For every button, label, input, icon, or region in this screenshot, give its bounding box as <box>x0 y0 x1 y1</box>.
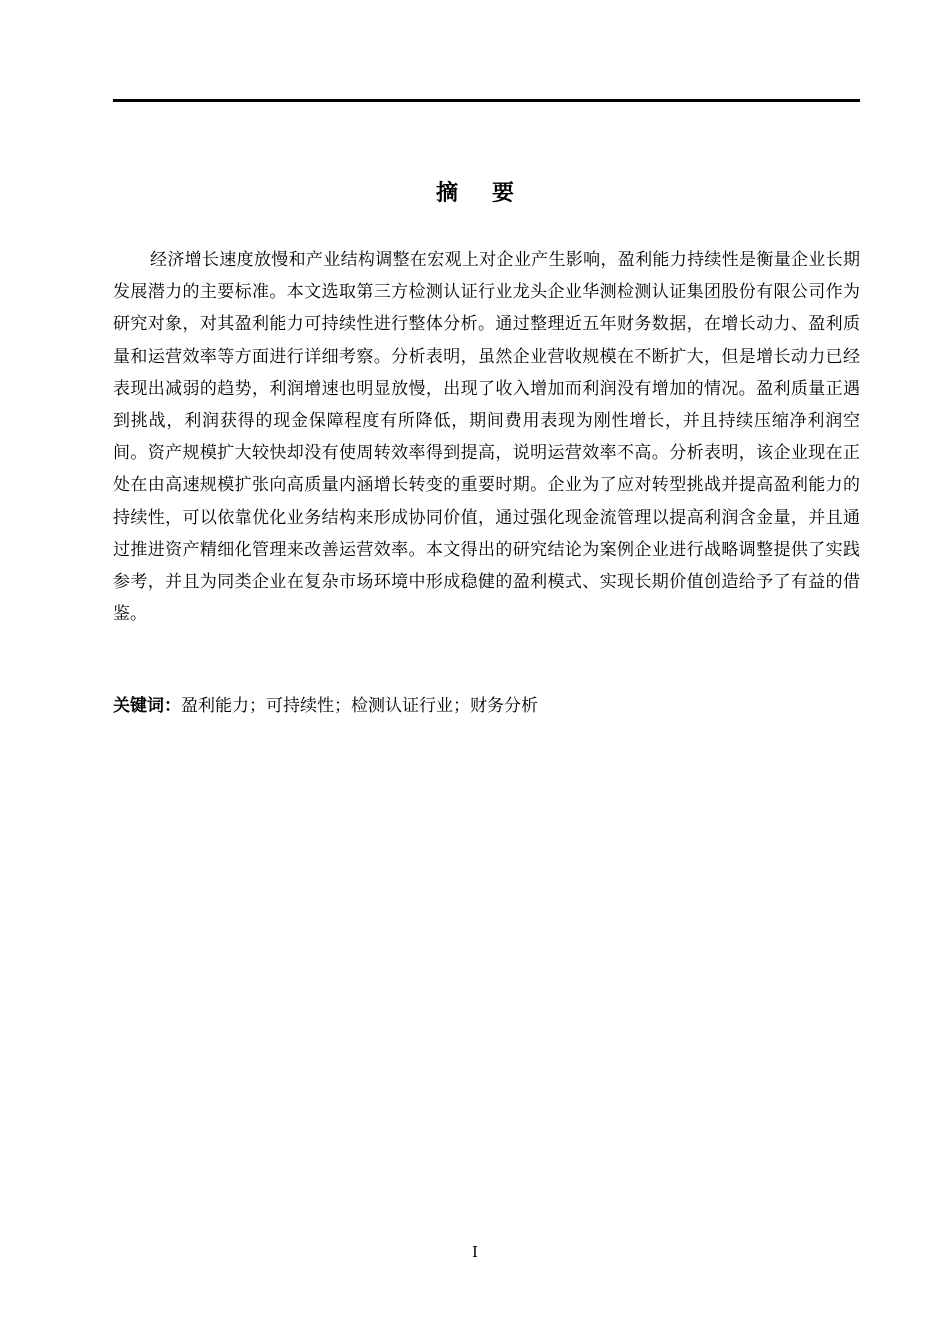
page-title: 摘要 <box>435 181 548 206</box>
keywords-line <box>113 690 860 722</box>
header-rule <box>113 99 860 102</box>
page-number: I <box>472 1243 478 1261</box>
abstract-paragraph: 经济增长速度放慢和产业结构调整在宏观上对企业产生影响，盈利能力持续性是衡量企业长期发展潜力的主要标准。本文选取第三方检测认证行业龙头企业华测检测认证集团股份有限公司作为研究对象，对其盈利能力可持续性进行整体分析。通过整理近五年财务数据，在增长动力、盈利质量和运营效率等方面进行详细考察。分析表明，虽然企业营收规模在不断扩大，但是增长动力已经表现出减弱的趋势，利润增速也明显放慢，出现了收入增加而利润没有增加的情况。盈利质量正遇到挑战，利润获得的现金保障程度有所降低，期间费用表现为刚性增长，并且持续压缩净利润空间。资产规模扩大较快却没有使周转效率得到提高，说明运营效率不高。分析表明，该企业现在正处在由高速规模扩张向高质量内涵增长转变的重要时期。企业为了应对转型挑战并提高盈利能力的持续性，可以依靠优化业务结构来形成协同价值，通过强化现金流管理以提高利润含金量，并且通过推进资产精细化管理来改善运营效率。本文得出的研究结论为案例企业进行战略调整提供了实践参考，并且为同类企业在复杂市场环境中形成稳健的盈利模式、实现长期价值创造给予了有益的借鉴。 <box>113 250 860 625</box>
keywords-label: 关键词： <box>113 696 181 716</box>
keywords-text: 盈利能力；可持续性；检测认证行业；财务分析 <box>181 696 538 716</box>
